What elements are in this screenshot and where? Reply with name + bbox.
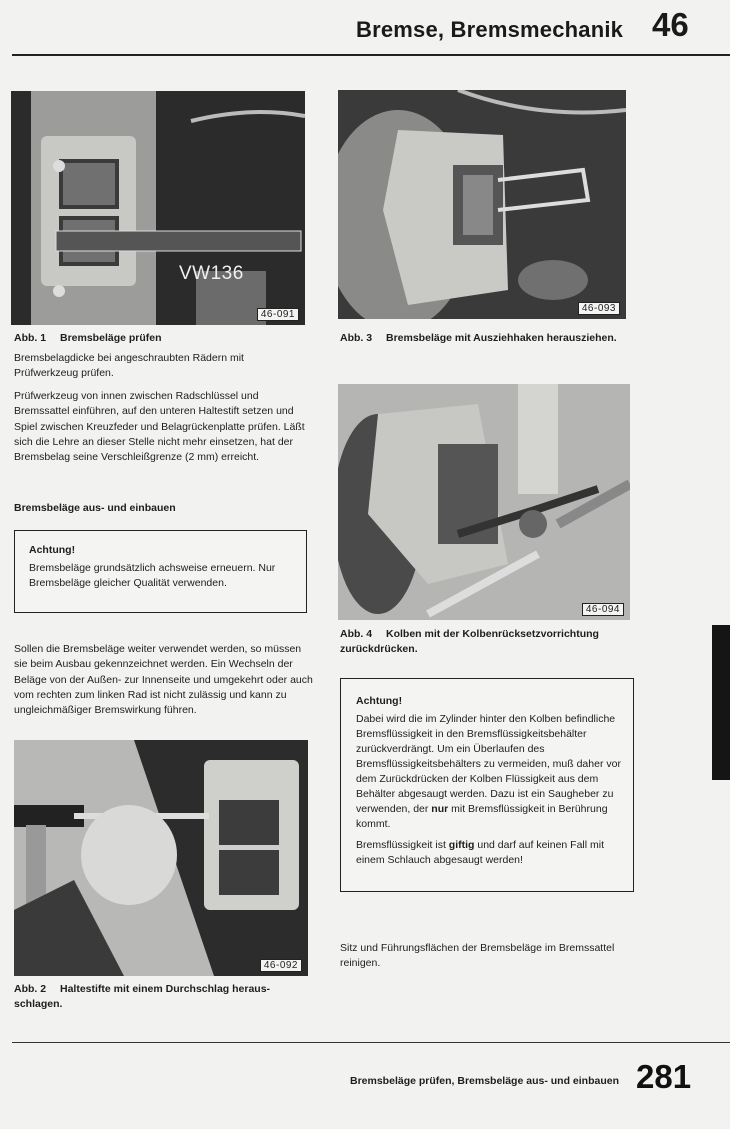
figure-number: Abb. 1: [14, 332, 47, 344]
figure-number: Abb. 3: [340, 332, 373, 344]
figure-number: Abb. 4: [340, 628, 373, 640]
warning-title: Achtung!: [29, 544, 76, 556]
paragraph-check-procedure: Prüfwerkzeug von innen zwischen Radschlüssel und Bremssattel einführen, auf den unteren Haltestift setzen und Spiel zwischen Kreuzfeder und Belagrückenplatte prüfen. Läßt sich die Lehre an dieser Stelle nicht mehr einsetzen, hat der Bremsbelag seine Verschleißgrenze (2 mm) erreicht.: [14, 390, 305, 464]
paragraph-check-thickness: Bremsbelagdicke bei angeschraubten Rädern mit Prüfwerkzeug prüfen.: [14, 352, 244, 380]
figure-code: 46-094: [582, 603, 624, 616]
figure-number: Abb. 2: [14, 983, 47, 995]
warning-paragraph-2: [356, 838, 624, 868]
brake-caliper-gauge-illustration: [11, 91, 305, 325]
figure-1-caption: [14, 331, 314, 346]
figure-code: 46-092: [260, 959, 302, 972]
warning-text: Dabei wird die im Zylinder hinter den Kolben befindliche Bremsflüssigkeit in den Bremsflüssigkeitsbehälter zurückverdrängt. Um ein Überlaufen des Bremsflüssigkeitsbehälters zu vermeiden, muß daher vor dem Zurückdrücken der Kolben Flüssigkeit aus dem Behälter abgesaugt werden. Dazu ist ein Saugheber zu verwenden, der: [356, 713, 621, 815]
paragraph-marking-pads: Sollen die Bremsbeläge weiter verwendet werden, so müssen sie beim Ausbau gekennzeichnet werden. Ein Wechseln der Beläge von der Außen- zur Innenseite und umgekehrt oder auch vom rechten zum linken Rad ist nicht zulässig und kann zu ungleichmäßiger Bremswirkung führen.: [14, 643, 313, 717]
figure-code: 46-093: [578, 302, 620, 315]
hammer-punch-illustration: [14, 740, 308, 976]
footer-rule: [12, 1042, 730, 1043]
piston-reset-tool-illustration: [338, 384, 630, 620]
figure-1-photo: [11, 91, 305, 325]
figure-3-photo: [338, 90, 626, 319]
section-title: Bremse, Bremsmechanik: [356, 17, 624, 42]
page-number: 281: [636, 1058, 692, 1095]
warning-box-left: [14, 530, 307, 613]
section-thumb-tab: [712, 625, 730, 780]
warning-text: mit Bremsflüssigkeit in Berührung kommt.: [356, 803, 608, 830]
emphasis-only: nur: [431, 803, 449, 815]
emphasis-toxic: giftig: [448, 839, 475, 851]
caption-text: Bremsbeläge mit Ausziehhaken herausziehen.: [386, 332, 617, 344]
warning-paragraph-1: [356, 712, 624, 832]
header-rule: [12, 54, 730, 56]
chapter-number: 46: [652, 6, 689, 43]
footer-section-text: Bremsbeläge prüfen, Bremsbeläge aus- und einbauen: [350, 1075, 619, 1087]
figure-3-caption: [340, 331, 670, 346]
subheading-remove-install: Bremsbeläge aus- und einbauen: [14, 502, 176, 514]
figure-2-photo: [14, 740, 308, 976]
figure-code: 46-091: [257, 308, 299, 321]
figure-4-caption: [340, 627, 640, 657]
paragraph-clean-surfaces: Sitz und Führungsflächen der Bremsbeläge im Bremssattel reinigen.: [340, 942, 615, 970]
tool-label: VW136: [179, 263, 244, 284]
caption-text: Bremsbeläge prüfen: [60, 332, 162, 344]
warning-text: Bremsflüssigkeit ist: [356, 839, 449, 851]
figure-4-photo: [338, 384, 630, 620]
pad-extractor-illustration: [338, 90, 626, 319]
warning-title: Achtung!: [356, 695, 403, 707]
caption-text: Kolben mit der Kolbenrücksetzvorrichtung zurückdrücken.: [340, 628, 599, 655]
warning-text: Bremsbeläge grundsätzlich achsweise erneuern. Nur Bremsbeläge gleicher Qualität verwenden.: [29, 562, 276, 589]
warning-box-right: [340, 678, 634, 892]
figure-2-caption: [14, 982, 304, 1012]
caption-text: Haltestifte mit einem Durchschlag heraus-schlagen.: [14, 983, 271, 1010]
warning-text: und darf auf keinen Fall mit einem Schlauch abgesaugt werden!: [356, 839, 605, 866]
